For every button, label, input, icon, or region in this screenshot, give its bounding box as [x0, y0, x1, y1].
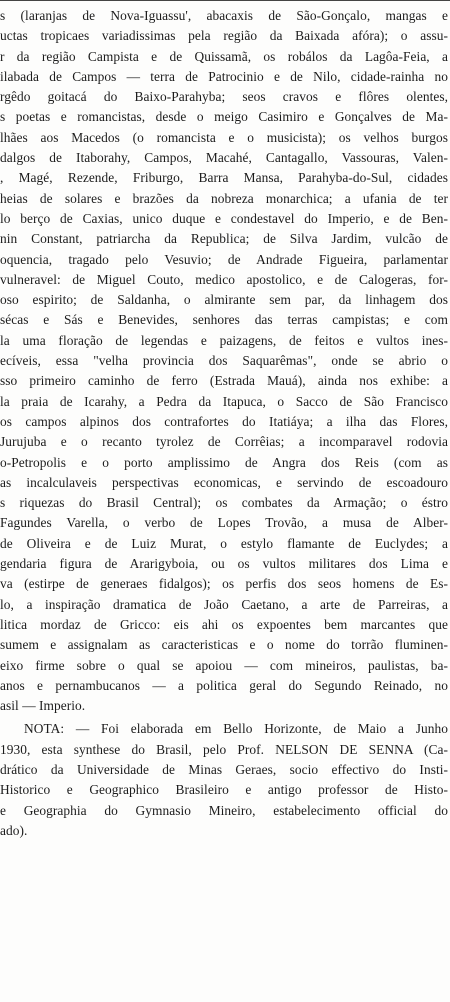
text-line: o-Petropolis e o porto amplissimo de Angra dos Reis (com as [0, 454, 448, 470]
text-line: os campos alpinos dos contrafortes do Itatiáya; a ilha das Flores, [0, 413, 448, 429]
text-line: heias de solares e brazões da nobreza monarchica; a ufania de ter [0, 190, 448, 206]
text-line: eixo firme sobre o qual se apoiou — com mineiros, paulistas, ba- [0, 657, 448, 673]
text-line: dalgos de Itaborahy, Campos, Macahé, Cantagallo, Vassouras, Valen- [0, 150, 448, 166]
note-line: Historico e Geographico Brasileiro e antigo professor de Histo- [0, 782, 448, 798]
text-line: , Magé, Rezende, Friburgo, Barra Mansa, Parahyba-do-Sul, cidades [0, 170, 448, 186]
text-line: oso espirito; de Saldanha, o almirante sem par, da linhagem dos [0, 292, 448, 308]
note-line: e Geographia do Gymnasio Mineiro, estabelecimento official do [0, 802, 448, 818]
text-line: litica mordaz de Gricco: eis ahi os expoentes bem marcantes que [0, 616, 448, 632]
text-line: asil — Imperio. [0, 698, 86, 714]
text-line: nin Constant, patriarcha da Republica; de Silva Jardim, vulcão de [0, 231, 448, 247]
text-line: r da região Campista e de Quissamã, os robálos da Lagôa-Feia, a [0, 48, 448, 64]
top-rule [0, 0, 450, 1]
text-line: uctas tropicaes variadissimas pela região da Baixada afóra); o assu- [0, 28, 448, 44]
body-text [0, 6, 448, 841]
text-line: rgêdo goitacá do Baixo-Parahyba; seos cravos e flôres olentes, [0, 89, 448, 105]
text-line: lo berço de Caxias, unico duque e condestavel do Imperio, e de Ben- [0, 210, 448, 226]
text-line: la uma floração de legendas e paizagens, de feitos e vultos ines- [0, 332, 448, 348]
text-line: ecíveis, essa "velha provincia dos Saquarêmas", onde se abrio o [0, 353, 448, 369]
text-line: sso primeiro caminho de ferro (Estrada Mauá), ainda nos exhibe: a [0, 373, 448, 389]
text-line: s (laranjas de Nova-Iguassu', abacaxis de São-Gonçalo, mangas e [0, 8, 448, 23]
text-line: Jurujuba e o recanto tyrolez de Corrêias; a incomparavel rodovia [0, 434, 448, 450]
text-line: sécas e Sás e Benevides, senhores das terras campistas; e com [0, 312, 448, 328]
text-line: s poetas e romancistas, desde o meigo Casimiro e Gonçalves de Ma- [0, 109, 448, 125]
text-line: va (estirpe de generaes fidalgos); os perfis dos seos homens de Es- [0, 576, 448, 592]
text-line: oquencia, tragado pelo Vesuvio; de Andrade Figueira, parlamentar [0, 251, 448, 267]
text-line: de Oliveira e de Luiz Murat, o estylo flamante de Euclydes; a [0, 535, 448, 551]
text-line: sumem e assignalam as caracteristicas e o nome do torrão fluminen- [0, 637, 448, 653]
text-line: s riquezas do Brasil Central); os combates da Armação; o éstro [0, 495, 448, 511]
text-line: la praia de Icarahy, a Pedra da Itapuca, o Sacco de São Francisco [0, 393, 448, 409]
text-line: Fagundes Varella, o verbo de Lopes Trovão, a musa de Alber- [0, 515, 448, 531]
text-line: lo, a inspiração dramatica de João Caetano, a arte de Parreiras, a [0, 596, 448, 612]
text-line: gendaria figura de Ararigyboia, ou os vultos militares dos Lima e [0, 556, 448, 572]
note-line: drático da Universidade de Minas Geraes, socio effectivo do Insti- [0, 761, 448, 777]
note-line: NOTA: — Foi elaborada em Bello Horizonte, de Maio a Junho [24, 721, 448, 737]
note-line: 1930, esta synthese do Brasil, pelo Prof. NELSON DE SENNA (Ca- [0, 741, 448, 757]
text-line: anos e pernambucanos — a politica geral do Segundo Reinado, no [0, 677, 448, 693]
text-line: vulneravel: de Miguel Couto, medico apostolico, e de Calogeras, for- [0, 271, 448, 287]
text-line: lhães aos Macedos (o romancista e o musicista); os velhos burgos [0, 129, 448, 145]
note-line: ado). [0, 822, 28, 838]
text-line: as incalculaveis perspectivas economicas, e servindo de escoadouro [0, 474, 448, 490]
text-line: ilabada de Campos — terra de Patrocinio e de Nilo, cidade-rainha no [0, 68, 448, 84]
